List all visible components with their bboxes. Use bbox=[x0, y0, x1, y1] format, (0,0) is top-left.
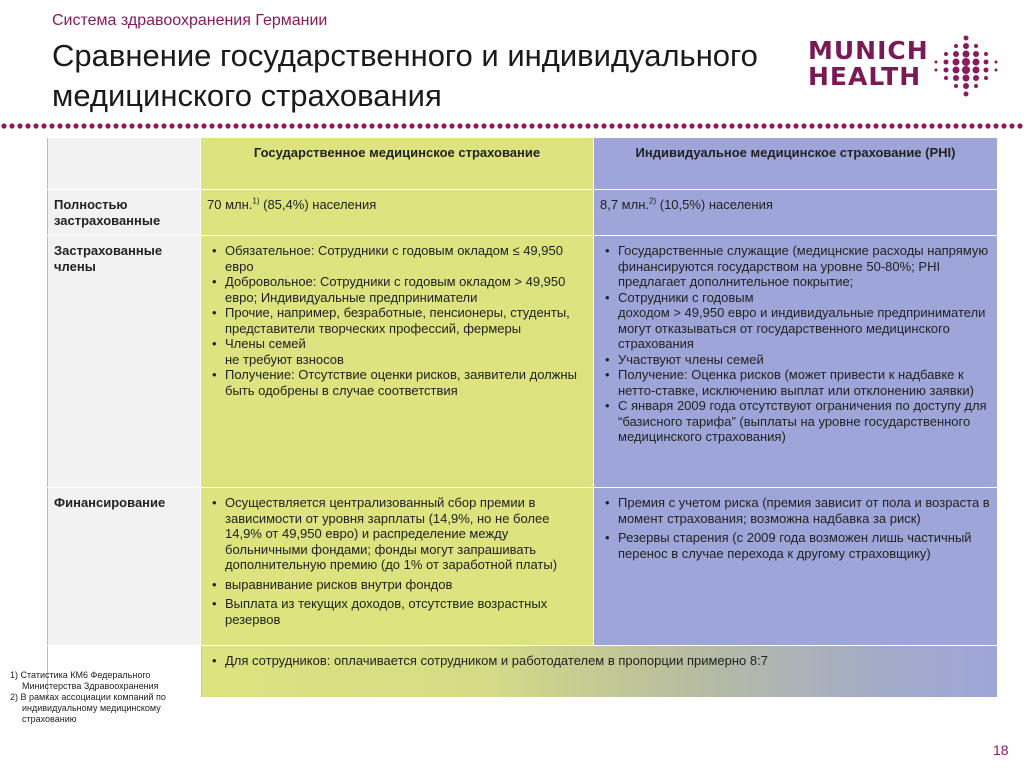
list-item: • Осуществляется централизованный сбор премии в зависимости от уровня зарплаты (14,9%, но не более 14,9% от 49,950 евро) и распределение между больничными фондами; фонды могут запрашивать дополнительную премию (до 1% от заработной платы) bbox=[225, 495, 587, 573]
list-item: • Для сотрудников: оплачивается сотрудником и работодателем в пропорции примерно 8:7 bbox=[225, 653, 991, 669]
row-label-insured-members bbox=[48, 236, 201, 488]
footnote-1: 1) Статистика КМ6 Федерального Министерства Здравоохранения bbox=[10, 670, 159, 691]
phi-members-list bbox=[600, 243, 991, 445]
list-item: • Выплата из текущих доходов, отсутствие возрастных резервов bbox=[225, 596, 587, 627]
table-row bbox=[48, 236, 998, 488]
row-label-line: Полностью bbox=[54, 197, 128, 212]
list-item: • Получение: Оценка рисков (может привести к надбавке к нетто-ставке, исключению выплат или отклонению заявки) bbox=[618, 367, 991, 398]
page-title-line1: Сравнение государственного и индивидуального bbox=[52, 38, 758, 73]
row-label-financing: Финансирование bbox=[48, 488, 201, 646]
phi-financing bbox=[594, 488, 998, 646]
munich-health-logo bbox=[808, 38, 929, 90]
row-label-line: застрахованные bbox=[54, 212, 161, 228]
list-item: • Участвуют члены семей bbox=[618, 352, 991, 368]
table-header-row bbox=[48, 138, 998, 190]
row-label-fully-insured bbox=[48, 190, 201, 236]
phi-financing-list bbox=[600, 495, 991, 561]
phi-fully-insured-count: 8,7 млн. bbox=[600, 197, 649, 212]
shared-financing bbox=[201, 646, 998, 698]
table-row bbox=[48, 190, 998, 236]
header-gov: Государственное медицинское страхование bbox=[201, 138, 594, 190]
footnote-ref: 1) bbox=[252, 196, 260, 206]
logo-dots-icon bbox=[926, 34, 1006, 104]
comparison-table bbox=[47, 137, 998, 698]
phi-insured-members bbox=[594, 236, 998, 488]
gov-financing bbox=[201, 488, 594, 646]
phi-fully-insured-share: (10,5%) населения bbox=[656, 197, 773, 212]
list-item bbox=[225, 336, 587, 367]
list-item: • Обязательное: Сотрудники с годовым окладом ≤ 49,950 евро bbox=[225, 243, 587, 274]
list-item-line: доходом > 49,950 евро и индивидуальные предприниматели могут отказываться от государственного медицинского страхования bbox=[618, 305, 986, 351]
list-item: • Прочие, например, безработные, пенсионеры, студенты, представители творческих профессий, фермеры bbox=[225, 305, 587, 336]
row-label-line: члены bbox=[54, 258, 96, 274]
footnote-ref: 2) bbox=[649, 196, 657, 206]
list-item-line: • Сотрудники с годовым bbox=[618, 289, 754, 305]
list-item: • Резервы старения (с 2009 года возможен лишь частичный перенос в случае перехода к другому страховщику) bbox=[618, 530, 991, 561]
footnotes bbox=[10, 670, 190, 725]
dotted-divider bbox=[0, 120, 1024, 132]
list-item-line: • Члены семей bbox=[225, 336, 306, 351]
gov-fully-insured-share: (85,4%) населения bbox=[259, 197, 377, 212]
list-item: • С января 2009 года отсутствуют ограничения по доступу для “базисного тарифа” (выплаты на уровне государственного медицинского страхования) bbox=[618, 398, 991, 445]
gov-members-list bbox=[207, 243, 587, 398]
gov-insured-members bbox=[201, 236, 594, 488]
list-item: • Добровольное: Сотрудники с годовым окладом > 49,950 евро; Индивидуальные предприниматели bbox=[225, 274, 587, 305]
list-item: • выравнивание рисков внутри фондов bbox=[225, 577, 587, 593]
section-title: Система здравоохранения Германии bbox=[52, 12, 328, 29]
gov-fully-insured bbox=[201, 190, 594, 236]
gov-fully-insured-count: 70 млн. bbox=[207, 197, 253, 212]
phi-fully-insured bbox=[594, 190, 998, 236]
list-item: • Премия с учетом риска (премия зависит от пола и возраста в момент страхования; возможна надбавка за риск) bbox=[618, 495, 991, 526]
list-item-line: не требуют взносов bbox=[225, 351, 344, 367]
table-row bbox=[48, 646, 998, 698]
list-item: • Государственные служащие (медицнские расходы напрямую финансируются государством на уровне 50-80%; PHI предлагает дополнительное покрытие; bbox=[618, 243, 991, 290]
page-title-line2: медицинского страхования bbox=[52, 78, 442, 113]
header-phi: Индивидуальное медицинское страхование (PHI) bbox=[594, 138, 998, 190]
row-label-line: Застрахованные bbox=[54, 243, 163, 258]
table-row bbox=[48, 488, 998, 646]
page-number: 18 bbox=[993, 742, 1009, 758]
footnote-2: 2) В рамках ассоциации компаний по индивидуальному медицинскому страхованию bbox=[10, 692, 166, 724]
logo-line2: HEALTH bbox=[808, 62, 922, 91]
shared-financing-list bbox=[207, 653, 991, 669]
header-empty-cell bbox=[48, 138, 201, 190]
gov-financing-list bbox=[207, 495, 587, 627]
list-item: • Получение: Отсутствие оценки рисков, заявители должны быть одобрены в случае соответствия bbox=[225, 367, 587, 398]
logo-line1: MUNICH bbox=[808, 36, 929, 65]
list-item bbox=[618, 290, 991, 352]
